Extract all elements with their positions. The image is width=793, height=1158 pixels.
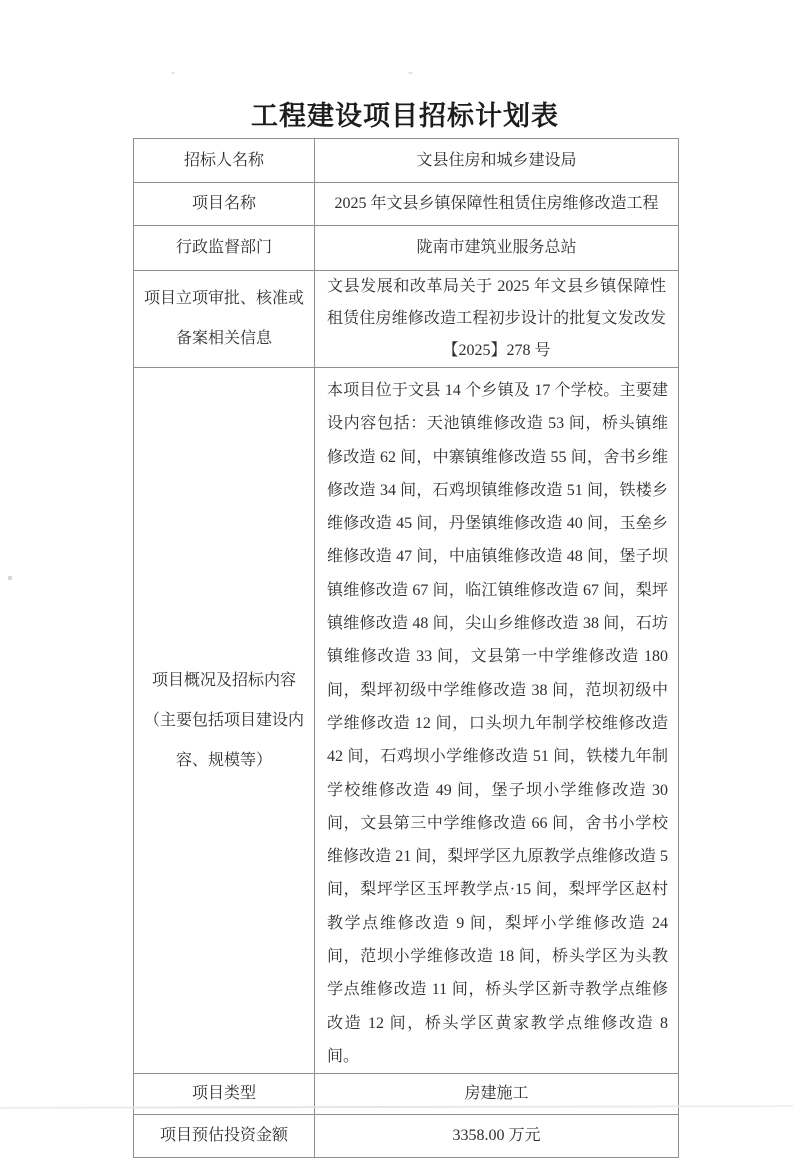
table-row-estimated-investment — [134, 1115, 679, 1158]
bidding-plan-table — [133, 138, 679, 1158]
value-approval-info: 文县发展和改革局关于 2025 年文县乡镇保障性租赁住房维修改造工程初步设计的批复文发改发【2025】278 号 — [315, 271, 679, 368]
label-approval-info: 项目立项审批、核准或备案相关信息 — [134, 271, 315, 368]
scan-artifact-speck — [8, 576, 12, 580]
scan-artifact-speck — [408, 72, 413, 74]
table-row-project-name — [134, 183, 679, 226]
value-project-type: 房建施工 — [315, 1074, 679, 1115]
label-project-name: 项目名称 — [134, 183, 315, 226]
label-project-type: 项目类型 — [134, 1074, 315, 1115]
value-estimated-investment: 3358.00 万元 — [315, 1115, 679, 1158]
table-row-bidder-name — [134, 139, 679, 183]
label-supervising-department: 行政监督部门 — [134, 226, 315, 271]
document-title: 工程建设项目招标计划表 — [251, 101, 559, 131]
table-row-approval-info — [134, 271, 679, 368]
table-row-supervising-department — [134, 226, 679, 271]
value-project-overview: 本项目位于文县 14 个乡镇及 17 个学校。主要建设内容包括：天池镇维修改造 53 间，桥头镇维修改造 62 间，中寨镇维修改造 55 间，舍书乡维修改造 34 间，石鸡坝镇维修改造 51 间，铁楼乡维修改造 45 间，丹堡镇维修改造 40 间，玉垒乡维修改造 47 间，中庙镇维修改造 48 间，堡子坝镇维修改造 67 间，临江镇维修改造 67 间，梨坪镇维修改造 48 间，尖山乡维修改造 38 间，石坊镇维修改造 33 间，文县第一中学维修改造 180 间，梨坪初级中学维修改造 38 间，范坝初级中学维修改造 12 间，口头坝九年制学校维修改造 42 间，石鸡坝小学维修改造 51 间，铁楼九年制学校维修改造 49 间，堡子坝小学维修改造 30 间，文县第三中学维修改造 66 间，舍书小学校维修改造 21 间，梨坪学区九原教学点维修改造 5 间，梨坪学区玉坪教学点·15 间，梨坪学区赵村教学点维修改造 9 间，梨坪小学维修改造 24 间，范坝小学维修改造 18 间，桥头学区为头教学点维修改造 11 间，桥头学区新寺教学点维修改造 12 间，桥头学区黄家教学点维修改造 8 间。 — [315, 368, 679, 1074]
value-bidder-name: 文县住房和城乡建设局 — [315, 139, 679, 183]
scan-artifact-speck — [171, 72, 175, 74]
label-bidder-name: 招标人名称 — [134, 139, 315, 183]
label-project-overview: 项目概况及招标内容（主要包括项目建设内容、规模等） — [134, 368, 315, 1074]
value-project-name: 2025 年文县乡镇保障性租赁住房维修改造工程 — [315, 183, 679, 226]
label-estimated-investment: 项目预估投资金额 — [134, 1115, 315, 1158]
table-row-project-type — [134, 1074, 679, 1115]
table-row-project-overview — [134, 368, 679, 1074]
value-supervising-department: 陇南市建筑业服务总站 — [315, 226, 679, 271]
